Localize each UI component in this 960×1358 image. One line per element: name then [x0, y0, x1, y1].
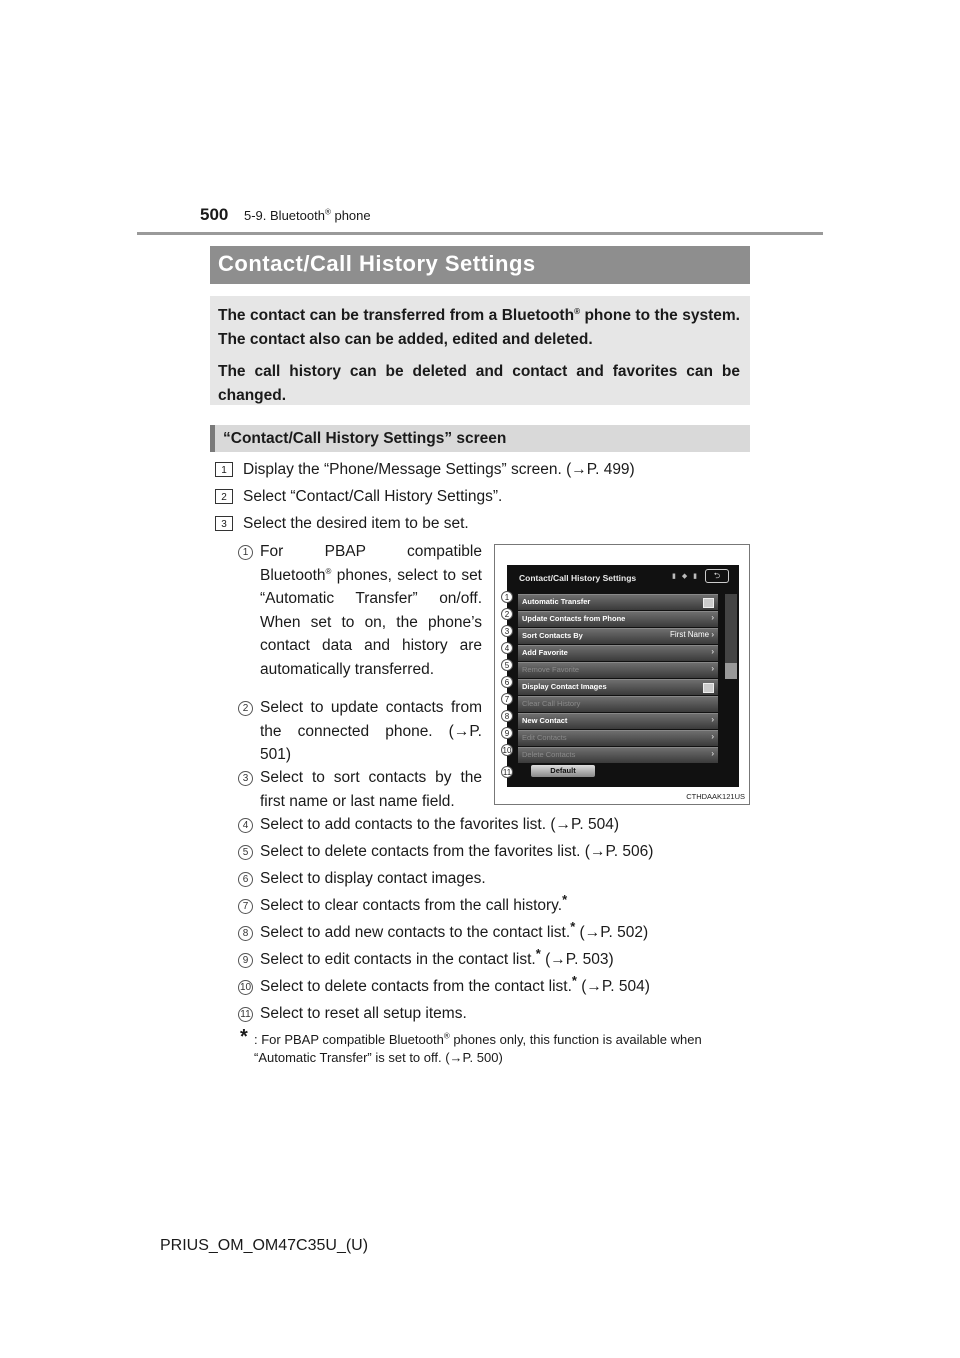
item-number-10: 10: [239, 982, 252, 993]
item-number-7: 7: [238, 899, 253, 914]
callout-11: 11: [502, 768, 512, 777]
item-number-2: 2: [238, 701, 253, 716]
step-2-text: Select “Contact/Call History Settings”.: [243, 488, 503, 505]
callout-10: 10: [502, 746, 512, 755]
row-add-favorite[interactable]: Add Favorite ›: [518, 645, 718, 661]
item-number-4: 4: [238, 818, 253, 833]
row-remove-favorite[interactable]: Remove Favorite ›: [518, 662, 718, 678]
scrollbar-track[interactable]: [725, 594, 737, 664]
item-4-text: Select to add contacts to the favorites list. (→P. 504): [260, 816, 619, 833]
item-number-5: 5: [238, 845, 253, 860]
item-8-text: Select to add new contacts to the contact list.* (→P. 502): [260, 918, 649, 941]
item-2-text: Select to update contacts from the connected phone. (→P. 501): [260, 699, 482, 763]
intro-box: [210, 296, 750, 405]
back-button[interactable]: ⮌: [705, 569, 729, 583]
footnote-star: *: [240, 1026, 248, 1048]
section-title: 5-9. Bluetooth® phone: [244, 207, 371, 223]
item-number-1: 1: [238, 545, 253, 560]
callout-5: 5: [501, 659, 513, 671]
display-screen: [507, 565, 739, 787]
item-3-text: Select to sort contacts by the first name or last name field.: [260, 769, 482, 810]
footer-code: PRIUS_OM_OM47C35U_(U): [160, 1237, 369, 1254]
callout-2: 2: [501, 608, 513, 620]
item-number-11: 11: [238, 1007, 253, 1022]
default-button[interactable]: Default: [531, 765, 595, 777]
page-title: Contact/Call History Settings: [218, 251, 536, 276]
check-icon: [703, 683, 714, 693]
step-1-text: Display the “Phone/Message Settings” screen. (→P. 499): [243, 461, 635, 478]
title-bar: [210, 246, 750, 284]
footnote-text: : For PBAP compatible Bluetooth® phones only, this function is available when “Automatic Transfer” is set to off. (→P. 500): [254, 1031, 702, 1065]
item-1-text: For PBAP compatible Bluetooth® phones, select to set “Automatic Transfer” on/off. When set to on, the phone’s contact data and history are automatically transferred.: [260, 543, 482, 678]
header-rule: [137, 232, 823, 235]
row-update-contacts[interactable]: Update Contacts from Phone ›: [518, 611, 718, 627]
check-icon: [703, 598, 714, 608]
status-icons: ▮ ◆ ▮: [672, 573, 699, 580]
figure-code: CTHDAAK121US: [686, 792, 745, 801]
intro-paragraph-1: The contact can be transferred from a Bluetooth® phone to the system. The contact also can be added, edited and deleted.: [218, 306, 740, 348]
step-number-2: 2: [215, 489, 233, 504]
item-5-text: Select to delete contacts from the favorites list. (→P. 506): [260, 843, 654, 860]
row-display-images[interactable]: Display Contact Images: [518, 679, 718, 695]
screen-title: Contact/Call History Settings: [519, 573, 637, 583]
item-7-text: Select to clear contacts from the call history.*: [260, 891, 568, 914]
scroll-down-button[interactable]: [725, 663, 737, 679]
item-number-9: 9: [238, 953, 253, 968]
callout-8: 8: [501, 710, 513, 722]
item-11-text: Select to reset all setup items.: [260, 1005, 467, 1022]
sub-heading: “Contact/Call History Settings” screen: [210, 425, 750, 452]
item-10-text: Select to delete contacts from the contact list.* (→P. 504): [260, 972, 650, 995]
step-number-3: 3: [215, 516, 233, 531]
row-delete-contacts[interactable]: Delete Contacts ›: [518, 747, 718, 763]
item-number-3: 3: [238, 771, 253, 786]
row-new-contact[interactable]: New Contact ›: [518, 713, 718, 729]
callout-3: 3: [501, 625, 513, 637]
row-automatic-transfer[interactable]: Automatic Transfer: [518, 594, 718, 610]
item-number-6: 6: [238, 872, 253, 887]
item-6-text: Select to display contact images.: [260, 870, 486, 887]
row-edit-contacts[interactable]: Edit Contacts ›: [518, 730, 718, 746]
intro-paragraph-2: The call history can be deleted and contact and favorites can be changed.: [218, 363, 740, 404]
item-9-text: Select to edit contacts in the contact list.* (→P. 503): [260, 945, 614, 968]
item-number-8: 8: [238, 926, 253, 941]
page-number: 500: [200, 205, 229, 224]
screen-figure: [494, 544, 750, 805]
step-3-text: Select the desired item to be set.: [243, 515, 469, 532]
callout-6: 6: [501, 676, 513, 688]
callout-1: 1: [501, 591, 513, 603]
row-clear-history[interactable]: Clear Call History: [518, 696, 718, 712]
callout-9: 9: [501, 727, 513, 739]
callout-7: 7: [501, 693, 513, 705]
callout-4: 4: [501, 642, 513, 654]
step-number-1: 1: [215, 462, 233, 477]
row-sort-contacts[interactable]: Sort Contacts By First Name ›: [518, 628, 718, 644]
